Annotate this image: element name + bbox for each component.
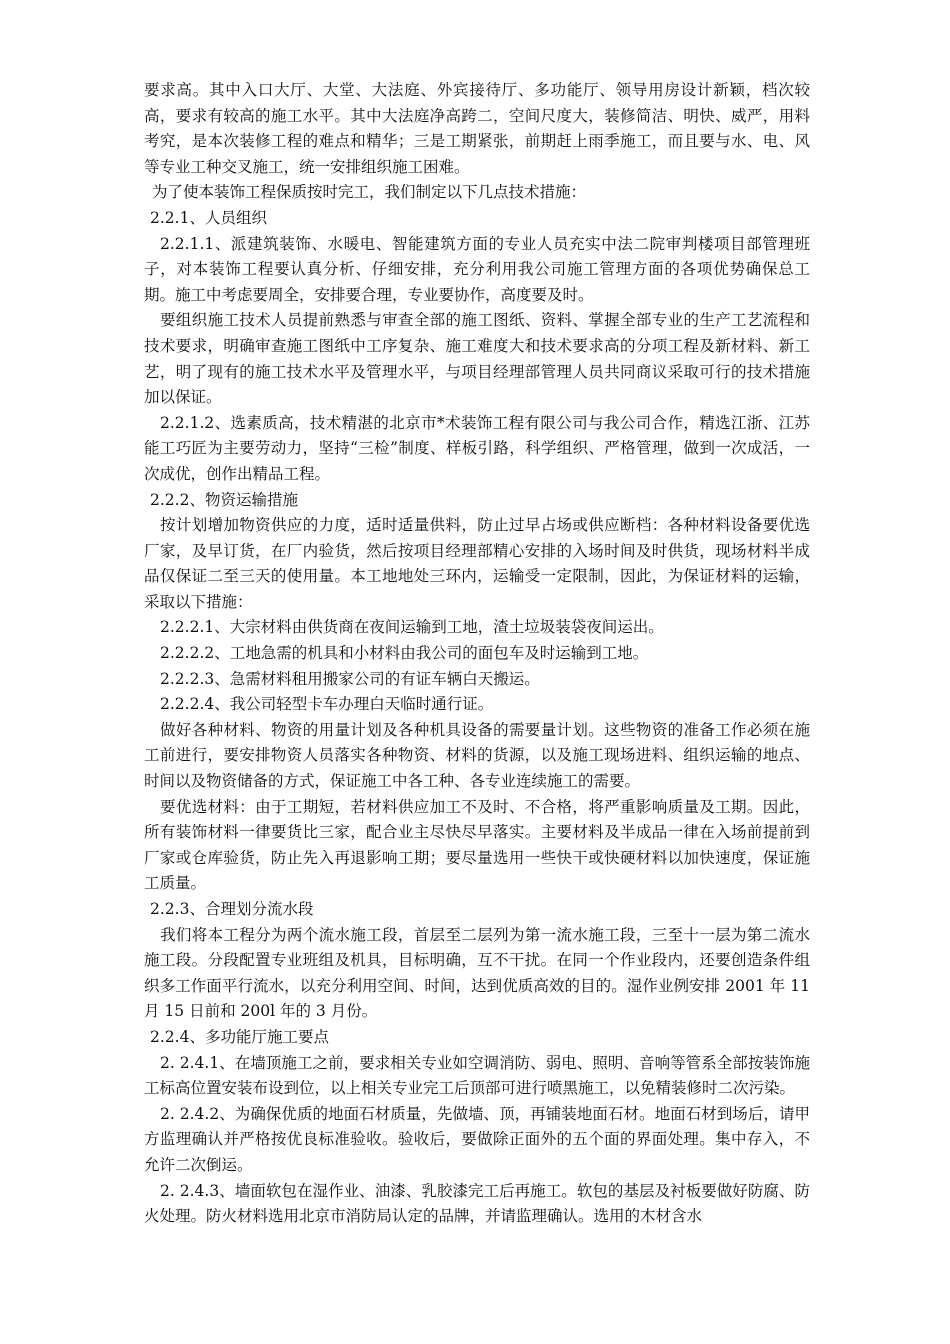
section-heading-2-2-1: 2.2.1、人员组织 — [150, 208, 267, 227]
paragraph-material-plan: 做好各种材料、物资的用量计划及各种机具设备的需要量计划。这些物资的准备工作必须在施工前进行，要安排物资人员落实各种物资、材料的货源，以及施工现场进料、组织运输的地点、时间以及物资储备的方式，保证施工中各工种、各专业连续施工的需要。 — [144, 720, 810, 791]
paragraph-2-2-4-3: 2. 2.4.3、墙面软包在湿作业、油漆、乳胶漆完工后再施工。软包的基层及衬板要做好防腐、防火处理。防火材料选用北京市消防局认定的品牌，并请监理确认。选用的木材含水 — [144, 1181, 810, 1226]
section-heading-2-2-2: 2.2.2、物资运输措施 — [150, 490, 298, 509]
paragraph-2-2-1-1: 2.2.1.1、派建筑装饰、水暖电、智能建筑方面的专业人员充实中法二院审判楼项目部管理班子，对本装饰工程要认真分析、仔细安排，充分利用我公司施工管理方面的各项优势确保总工期。施工中考虑要周全，安排要合理，专业要协作，高度要及时。 — [144, 234, 810, 304]
paragraph-technical-staff: 要组织施工技术人员提前熟悉与审查全部的施工图纸、资料、掌握全部专业的生产工艺流程和技术要求，明确审查施工图纸中工序复杂、施工难度大和技术要求高的分项工程及新材料、新工艺，明了现有的施工技术水平及管理水平，与项目经理部管理人员共同商议采取可行的技术措施加以保证。 — [144, 311, 810, 407]
document-page — [144, 78, 810, 1230]
paragraph-2-2-2-4: 2.2.2.4、我公司轻型卡车办理白天临时通行证。 — [160, 695, 494, 714]
paragraph-2-2-2-2: 2.2.2.2、工地急需的机具和小材料由我公司的面包车及时运输到工地。 — [160, 644, 649, 663]
section-heading-2-2-4: 2.2.4、多功能厅施工要点 — [150, 1027, 329, 1046]
paragraph-measures-lead: 为了使本装饰工程保质按时完工，我们制定以下几点技术措施： — [152, 183, 587, 202]
paragraph-2-2-2-1: 2.2.2.1、大宗材料由供货商在夜间运输到工地，渣土垃圾装袋夜间运出。 — [160, 618, 664, 637]
paragraph-supply-plan: 按计划增加物资供应的力度，适时适量供料，防止过早占场或供应断档：各种材料设备要优选厂家，及早订货，在厂内验货，然后按项目经理部精心安排的入场时间及时供货，现场材料半成品仅保证二至三天的使用量。本工地地处三环内，运输受一定限制，因此，为保证材料的运输，采取以下措施： — [144, 516, 810, 611]
paragraph-2-2-4-2: 2. 2.4.2、为确保优质的地面石材质量，先做墙、顶，再铺装地面石材。地面石材到场后，请甲方监理确认并严格按优良标准验收。验收后，要做除正面外的五个面的界面处理。集中存入，不允许二次倒运。 — [144, 1104, 810, 1174]
section-heading-2-2-3: 2.2.3、合理划分流水段 — [150, 900, 314, 918]
paragraph-2-2-1-2: 2.2.1.2、选素质高，技术精湛的北京市*术装饰工程有限公司与我公司合作，精选江浙、江苏能工巧匠为主要劳动力，坚持“三检”制度、样板引路，科学组织、严格管理，做到一次成活，一次成优，创作出精品工程。 — [144, 413, 810, 483]
paragraph-2-2-2-3: 2.2.2.3、急需材料租用搬家公司的有证车辆白天搬运。 — [160, 669, 540, 688]
paragraph-flow-sections: 我们将本工程分为两个流水施工段，首层至二层列为第一流水施工段，三至十一层为第二流水施工段。分段配置专业班组及机具，目标明确，互不干扰。在同一个作业段内，还要创造条件组织多工作面平行流水，以充分利用空间、时间，达到优质高效的目的。湿作业例安排 2001 年 11 月 15 日前和 200l 年的 3 月份。 — [144, 925, 810, 1021]
paragraph-2-2-4-1: 2. 2.4.1、在墙顶施工之前，要求相关专业如空调消防、弱电、照明、音响等管系全部按装饰施工标高位置安装布设到位，以上相关专业完工后顶部可进行喷黑施工，以免精装修时二次污染。 — [144, 1053, 810, 1098]
paragraph-intro: 要求高。其中入口大厅、大堂、大法庭、外宾接待厅、多功能厅、领导用房设计新颖，档次较高，要求有较高的施工水平。其中大法庭净高跨二，空间尺度大，装修简洁、明快、威严，用料考究，是本次装修工程的难点和精华；三是工期紧张，前期赶上雨季施工，而且要与水、电、风等专业工种交叉施工，统一安排组织施工困难。 — [144, 81, 810, 176]
paragraph-material-selection: 要优选材料：由于工期短，若材料供应加工不及时、不合格，将严重影响质量及工期。因此，所有装饰材料一律要货比三家，配合业主尽快尽早落实。主要材料及半成品一律在入场前提前到厂家或仓库验货，防止先入再退影响工期；要尽量选用一些快干或快硬材料以加快速度，保证施工质量。 — [144, 797, 810, 893]
